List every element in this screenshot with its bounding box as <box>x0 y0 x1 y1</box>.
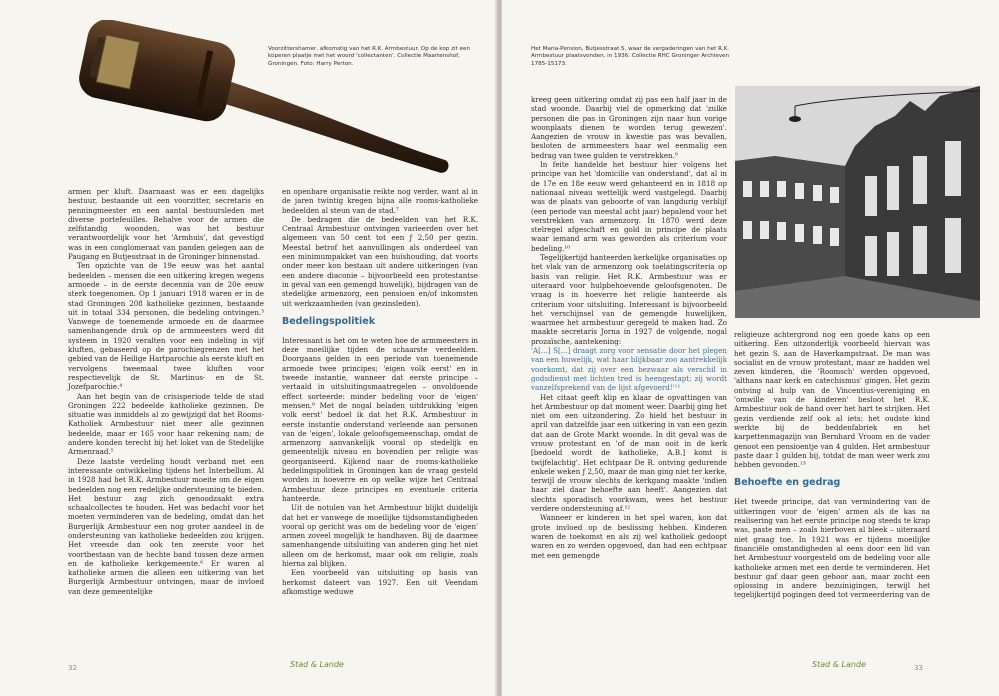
paragraph: Ten opzichte van de 19e eeuw was het aantal bedeelden – mensen die een uitkering kregen wegens armoede – in de eerste decennia van de 20e eeuw sterk toegenomen. Op 1 januari 1918 waren er in de stad Groningen 208 katholieke gezinnen, bestaande uit in totaal 334 personen, die bedeling ontvingen.³ Vanwege de toenemende armoede en de daarmee samenhangende druk op de armmeesters werd dit systeem in 1920 veralten voor een indeling in vijf kluften, gebaseerd op de parochiegrenzen met het gebied van de Heilige Hartparochie als eerste kluft en vervolgens tweemaal twee kluften voor respectievelijk de St. Martinus- en de St. Jozefparochie.⁴ <box>68 261 264 392</box>
paragraph: Tegelijkertijd hanteerden kerkelijke organisaties op het vlak van de armenzorg ook toelatingscriteria op basis van religie. Het R.K. Armbestuur was er uiteraard voor hulpbehoevende geloofsgenoten. De vraag is in hoeverre het religie hanteerde als criterium voor uitsluiting. Interessant is bijvoorbeeld het verschijnsel van de gemengde huwelijken, waarmee het armbestuur geregeld te maken had. Zo maakte secretaris Jorna in 1927 de volgende, nogal prozaïsche, aantekening: <box>531 253 727 346</box>
left-column-1 <box>68 187 264 596</box>
paragraph: armen per kluft. Daarnaast was er een dagelijks bestuur, bestaande uit een voorzitter, secretaris en penningmeester en een aantal bestuursleden met diverse portefeuilles. Behalve voor de armen die zelfstandig woonden, was het bestuur verantwoordelijk voor het 'Armhuis', dat gevestigd was in een conglomeraat van panden gelegen aan de Paugang en Butjesstraat in de Groninger binnenstad. <box>68 187 264 262</box>
photo-caption-building: Het Maria-Pension, Butjesstraat 5, waar de vergaderingen van het R.K. Armbestuur plaatsvonden, in 1936. Collectie RHC Groninger Archieven 1785-15173. <box>531 46 730 67</box>
paragraph: Een voorbeeld van uitsluiting op basis van herkomst dateert van 1927. Een uit Veendam afkomstige weduwe <box>282 568 478 596</box>
paragraph: Aan het begin van de crisisperiode telde de stad Groningen 222 bedeelde katholieke gezinnen. De situatie was inmiddels al zo gewijzigd dat het Rooms-Katholiek Armbestuur niet meer alle gezinnen bedeelde, maar er 165 voor haar rekening nam; de andere konden terecht bij het loket van de Stedelijke Armenraad.⁵ <box>68 391 264 457</box>
section-heading: Bedelingspolitiek <box>282 315 376 327</box>
paragraph: In feite handelde het bestuur hier volgens het principe van het 'domicilie van onderstand', dat al in de 17e en 18e eeuw werd gehanteerd en in 1818 op nationaal niveau wettelijk werd vastgelegd. Daarbij was de plaats van geboorte of van langdurig verblijf (een periode van meestal acht jaar) bepalend voor het verstrekken van armenzorg. In 1870 werd deze stelregel afgeschaft en gold in principe de plaats waar iemand arm was geworden als criterium voor bedeling.¹⁰ <box>531 160 727 253</box>
left-page <box>0 0 497 696</box>
right-column-1 <box>531 95 727 560</box>
paragraph: Deze laatste verdeling houdt verband met een interessante ontwikkeling tijdens het Interbellum. Al in 1928 had het R.K. Armbestuur moeite om de eigen bedeelden nog een redelijke ondersteuning te bieden. Het bestuur zag zich genoodzaakt extra schaalcollectes te houden. Het was bedacht voor het moeten verminderen van de bedeling, omdat dan het Burgerlijk Armbestuur een nog groter aandeel in de ondersteuning van katholieke bedeelden zou krijgen. Het vreesde dan ook ten zeerste voor het voortbestaan van de hechte band tussen deze armen en de katholieke kerkgemeente.⁶ Er waren al katholieke armen die alleen een uitkering van het Burgerlijk Armbestuur ontvingen, maar de invloed van deze gemeentelijke <box>68 456 264 596</box>
building-photo <box>735 86 980 318</box>
footer-brand: Stad & Lande <box>812 660 866 669</box>
paragraph: Het tweede principe, dat van vermindering van de uitkeringen voor de 'eigen' armen als de kas na realisering van het eerste principe nog steeds te krap was, paste men – zoals hierboven al bleek – uiteraard niet graag toe. In 1921 was er tijdens moeilijke financiële omstandigheden al eens door een lid van het Armbestuur voorgesteld om de bedeling voor alle katholieke armen met een derde te verminderen. Het bestuur gaf daar geen gehoor aan, maar zocht een oplossing in andere bezuinigingen, terwijl het tegelijkertijd pogingen deed tot vermeerdering van de <box>734 497 930 600</box>
paragraph: Het citaat geeft klip en klaar de opvattingen van het Armbestuur op dat moment weer. Daarbij ging het niet om een uitzondering. Zo hield het bestuur in april van datzelfde jaar een uitkering in van een gezin dat aan de Grote Markt woonde. In dit geval was de vrouw protestant en 'of de man ooit in de kerk [bedoeld wordt de katholieke, A.B.] komt is twijfelachtig'. Het echtpaar De R. ontving gedurende enkele weken ƒ 2,50, maar de man ging niet ter kerke, terwijl de vrouw slechts de kerkgang maakte 'indien haar ziel daar behoefte aan heeft'. Aangezien dat slechts sporadisch voorkwam, wees het bestuur verdere ondersteuning af.¹² <box>531 392 728 514</box>
paragraph: en openbare organisatie reikte nog verder, want al in de jaren twintig kregen bijna alle rooms-katholieke bedeelden al steun van de stad.⁷ <box>282 187 478 215</box>
paragraph: De bedragen die de bedeelden van het R.K. Centraal Armbestuur ontvingen varieerden over het algemeen van 50 cent tot een ƒ 2,50 per gezin. Meestal betrof het aanvullingen als onderdeel van een minimumpakket van een huishouding, dat voorts onder meer kon bestaan uit andere uitkeringen (van een andere diaconie – bijvoorbeeld een protestantse in geval van een gemengd huwelijk), bijdragen van de stedelijke armenzorg, een pensioen en/of inkomsten uit werkzaamheden (van gezinsleden). <box>282 214 478 308</box>
paragraph: kreeg geen uitkering omdat zij pas een half jaar in de stad woonde. Daarbij viel de opmerking dat 'zulke personen die pas in Groningen zijn naar hun vorige woonplaats dienen te worden terug gewezen'. Aangezien de vrouw in kwestie pas was bevallen, besloten de armmeesters haar wel eenmalig een bedrag van twee gulden te verstrekken.⁹ <box>531 95 727 160</box>
paragraph: Wanneer er kinderen in het spel waren, kon dat grote invloed op de beslissing hebben. Kinderen waren de toekomst en als zij wel katholiek gedoopt waren en zo werden opgevoed, dan had een echtpaar met een gemengde <box>531 513 727 560</box>
page-number: 32 <box>68 664 77 672</box>
gavel-photo <box>60 20 460 180</box>
block-quote: 'A[...] S[...] draagt zorg voor sensatie door het plegen van een huwelijk, wat haar blijkbaar zoo aantrekkelijk voorkomt, dat zij over een bezwaar als verschil in godsdienst met lichten tred is heengestapt; zij wordt vanzelfsprekend van de lijst afgevoerd!'¹¹ <box>531 346 727 393</box>
photo-caption-gavel: Voorzittershamer, afkomstig van het R.K. Armbestuur. Op de kop zit een koperen plaatje met het woord 'collectanten'. Collectie Maartenshof, Groningen. Foto: Harry Perton. <box>268 46 470 67</box>
paragraph: religieuze achtergrond nog een goede kans op een uitkering. Een uitzonderlijk voorbeeld hiervan was het gezin S. aan de Haverkampstraat. De man was socialist en de vrouw protestant, maar ze hadden wel zeven kinderen, die 'Roomsch' werden opgevoed, 'althans naar kerk en catechismus' gingen. Het gezin ontving al hulp van de Vincentius-vereniging en 'omwille van de kinderen' besloot het R.K. Armbestuur ook de hand over het hart te strijken. Het gezin verdiende zelf ook al iets: het oudste kind werkte bij de beddenfabriek en het karpettenmagazijn van Bernhard Vroom en de vader genoot een pensioentje van 4 gulden. Het armbestuur paste daar 1 gulden bij, totdat de man weer werk zou hebben gevonden.¹³ <box>734 330 930 470</box>
section-heading: Behoefte en gedrag <box>734 477 841 489</box>
left-column-2 <box>282 187 478 596</box>
footer-brand: Stad & Lande <box>290 660 344 669</box>
right-column-2 <box>734 330 930 600</box>
page-number: 33 <box>914 664 923 672</box>
paragraph: Interessant is het om te weten hoe de armmeesters in deze moeilijke tijden de schaarste verdeelden. Doorgaans gelden in een periode van toenemende armoede twee principes; 'eigen volk eerst' en in tweede instantie, wanneer dat eerste principe – vertaald in uitsluitingsmaatregelen – onvoldoende effect sorteerde: minder bedeling voor de 'eigen' mensen.⁸ Met de nogal beladen uitdrukking 'eigen volk eerst' bedoel ik dat het R.K. Armbestuur in eerste instantie onderstand verleende aan personen van de 'eigen', lokale geloofsgemeenschap, omdat de armenzorg aanvankelijk vooral op stedelijk en gemeentelijk niveau en bovendien per religie was georganiseerd. Kijkend naar de rooms-katholieke bedelingspolitiek in Groningen kan de vraag gesteld worden in hoeverre en op welke wijze het Centraal Armbestuur deze principes en eventuele criteria hanteerde. <box>282 335 478 503</box>
paragraph: Uit de notulen van het Armbestuur blijkt duidelijk dat het er vanwege de moeilijke tijdsomstandigheden vooral op gericht was om de bedeling voor de 'eigen' armen zoveel mogelijk te handhaven. Bij de daarmee samenhangende uitsluiting van anderen ging het niet alleen om de herkomst, maar ook om religie, zoals hierna zal blijken. <box>282 503 478 568</box>
